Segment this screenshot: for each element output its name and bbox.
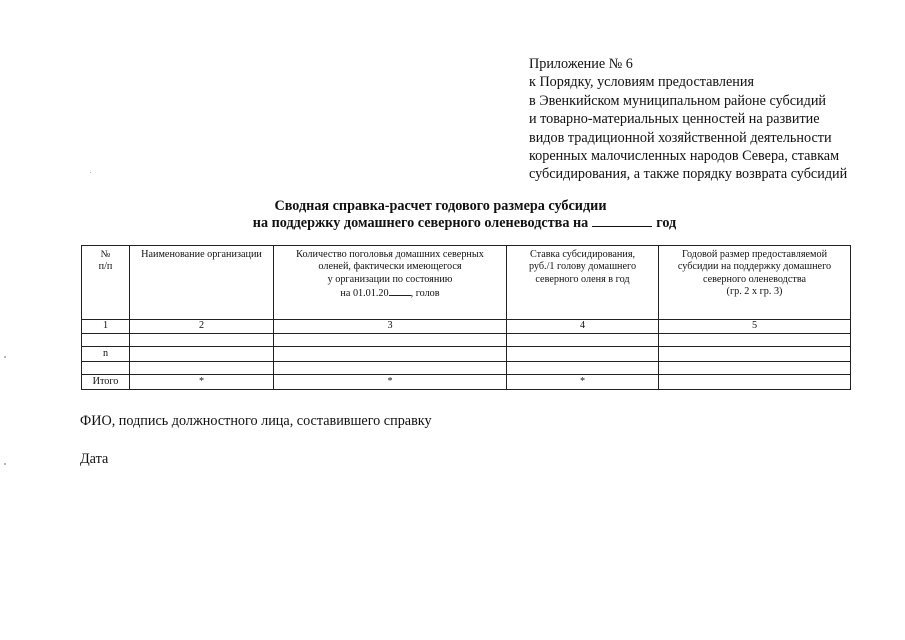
appendix-line: Приложение № 6 — [529, 56, 633, 72]
table-cell — [507, 334, 659, 347]
header-annual-subsidy: Годовой размер предоставляемой субсидии на поддержку домашнего северного оленеводства (гр. 2 х гр. 3) — [659, 246, 851, 320]
table-cell — [82, 334, 130, 347]
document-title-line-2 — [12, 214, 905, 232]
header-organization-name: Наименование организации — [130, 246, 274, 320]
subsidy-calculation-table — [81, 245, 851, 390]
table-cell — [659, 334, 851, 347]
year-blank-line — [592, 214, 652, 227]
title-line-2-prefix: на поддержку домашнего северного оленеводства на — [252, 215, 589, 231]
header-subsidy-rate: Ставка субсидирования, руб./1 голову домашнего северного оленя в год — [507, 246, 659, 320]
column-number: 1 — [82, 320, 130, 334]
total-cell: * — [130, 375, 274, 390]
appendix-line: к Порядку, условиям предоставления — [529, 74, 755, 91]
column-number: 5 — [659, 320, 851, 334]
total-cell: * — [507, 375, 659, 390]
appendix-line: коренных малочисленных народов Севера, ставкам — [529, 148, 840, 165]
table-cell — [82, 362, 130, 375]
table-cell — [507, 347, 659, 362]
table-cell — [274, 347, 507, 362]
table-header-row — [82, 246, 851, 320]
total-cell: * — [274, 375, 507, 390]
scan-speck — [4, 463, 6, 465]
table-cell — [659, 362, 851, 375]
table-total-row — [82, 375, 851, 390]
row-n-label: n — [82, 347, 130, 362]
table-row — [82, 362, 851, 375]
document-title-line-1: Сводная справка-расчет годового размера субсидии — [274, 198, 607, 214]
header-reindeer-count: Количество поголовья домашних северных оленей, фактически имеющегося у организации по состоянию на 01.01.20 , голов — [274, 246, 507, 320]
signature-line: ФИО, подпись должностного лица, составившего справку — [80, 413, 432, 429]
appendix-block — [529, 55, 847, 184]
table-row — [82, 334, 851, 347]
total-cell — [659, 375, 851, 390]
date-year-blank — [389, 286, 411, 296]
appendix-line: субсидирования, а также порядку возврата субсидий — [529, 166, 848, 183]
table-cell — [130, 362, 274, 375]
table-row-n — [82, 347, 851, 362]
column-number: 4 — [507, 320, 659, 334]
title-line-2-suffix: год — [656, 215, 677, 231]
table-cell — [274, 334, 507, 347]
total-label: Итого — [82, 375, 130, 390]
appendix-line: и товарно-материальных ценностей на развитие — [529, 111, 820, 128]
scan-speck — [4, 356, 6, 358]
scan-speck — [90, 172, 91, 173]
column-number: 3 — [274, 320, 507, 334]
table-cell — [274, 362, 507, 375]
column-number-row — [82, 320, 851, 334]
appendix-line: в Эвенкийском муниципальном районе субсидий — [529, 92, 827, 109]
table-cell — [659, 347, 851, 362]
table-cell — [130, 347, 274, 362]
column-number: 2 — [130, 320, 274, 334]
header-number: № п/п — [82, 246, 130, 320]
table-cell — [130, 334, 274, 347]
appendix-line: видов традиционной хозяйственной деятельности — [529, 129, 832, 146]
date-label: Дата — [80, 451, 109, 467]
table-cell — [507, 362, 659, 375]
date-line: на 01.01.20 , голов — [340, 288, 440, 300]
